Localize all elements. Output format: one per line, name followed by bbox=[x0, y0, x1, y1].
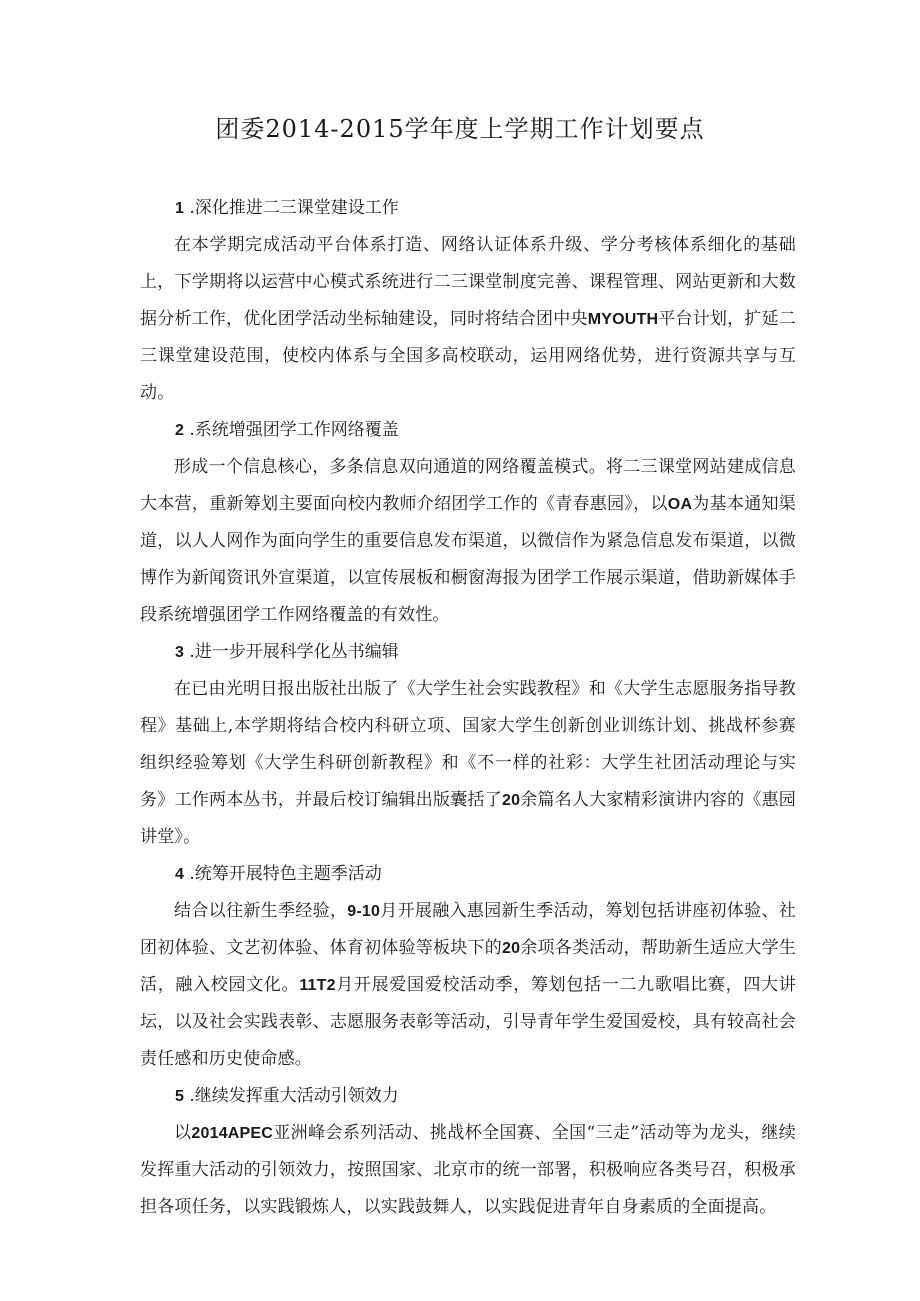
body-text: 月开展爱国爱校活动季，筹划包括一二九歌唱比赛，四大讲坛，以及社会实践表彰、志愿服务表彰等活动，引导青年学生爱国爱校，具有较高社会责任感和历史使命感。 bbox=[140, 975, 796, 1069]
document-content bbox=[140, 190, 796, 1226]
body-emphasis: 9-10 bbox=[347, 903, 381, 920]
body-emphasis: 11T2 bbox=[299, 977, 336, 994]
body-text: 余篇名人大家精彩演讲内容的《惠园讲堂》。 bbox=[140, 790, 797, 847]
section-body bbox=[140, 449, 796, 634]
section-heading-text: .进一步开展科学化丛书编辑 bbox=[189, 642, 399, 662]
section-heading bbox=[140, 412, 796, 449]
body-emphasis: 2014APEC bbox=[191, 1125, 274, 1142]
body-emphasis: 20 bbox=[502, 940, 521, 957]
section-heading-text: .系统增强团学工作网络覆盖 bbox=[189, 420, 399, 440]
body-text: 月开展融入惠园新生季活动，筹划包括讲座初体验、社团初体验、文艺初体验、体育初体验等板块下的 bbox=[140, 901, 797, 958]
section-heading bbox=[140, 856, 796, 893]
section-heading bbox=[140, 190, 796, 227]
section-body bbox=[140, 1115, 796, 1226]
section-number: 1 bbox=[175, 200, 184, 217]
section-number: 5 bbox=[175, 1088, 184, 1105]
body-text: 为基本通知渠道，以人人网作为面向学生的重要信息发布渠道，以微信作为紧急信息发布渠道，以微博作为新闻资讯外宣渠道，以宣传展板和橱窗海报为团学工作展示渠道，借助新媒体手段系统增强团学工作网络覆盖的有效性。 bbox=[140, 494, 797, 625]
section-heading bbox=[140, 634, 796, 671]
body-text: 在已由光明日报出版社出版了《大学生社会实践教程》和《大学生志愿服务指导教程》基础上,本学期将结合校内科研立项、国家大学生创新创业训练计划、挑战杯参赛组织经验筹划《大学生科研创新教程》和《不一样的社彩：大学生社团活动理论与实务》工作两本丛书，并最后校订编辑出版囊括了 bbox=[140, 679, 796, 810]
body-text: 余项各类活动，帮助新生适应大学生活，融入校园文化。 bbox=[140, 938, 797, 995]
body-text: 在本学期完成活动平台体系打造、网络认证体系升级、学分考核体系细化的基础上，下学期将以运营中心模式系统进行二三课堂制度完善、课程管理、网站更新和大数据分析工作，优化团学活动坐标轴建设，同时将结合团中央 bbox=[140, 235, 796, 329]
body-text: 形成一个信息核心，多条信息双向通道的网络覆盖模式。将二三课堂网站建成信息大本营，重新筹划主要面向校内教师介绍团学工作的《青春惠园》，以 bbox=[140, 457, 796, 514]
body-text: 以 bbox=[174, 1123, 192, 1143]
body-emphasis: MYOUTH bbox=[587, 311, 659, 328]
section-number: 2 bbox=[175, 422, 184, 439]
section-number: 3 bbox=[175, 644, 184, 661]
body-emphasis: OA bbox=[667, 496, 693, 513]
section-heading-text: .继续发挥重大活动引领效力 bbox=[189, 1086, 399, 1106]
section-body bbox=[140, 671, 796, 856]
section-heading bbox=[140, 1078, 796, 1115]
document-title: 团委2014-2015学年度上学期工作计划要点 bbox=[215, 115, 705, 143]
section-number: 4 bbox=[175, 866, 184, 883]
section-body bbox=[140, 893, 796, 1078]
section-heading-text: .深化推进二三课堂建设工作 bbox=[189, 198, 399, 218]
section-body bbox=[140, 227, 796, 412]
body-emphasis: 20 bbox=[502, 792, 521, 809]
section-heading-text: .统筹开展特色主题季活动 bbox=[189, 864, 382, 884]
body-text: 亚洲峰会系列活动、挑战杯全国赛、全国“三走”活动等为龙头，继续发挥重大活动的引领效力，按照国家、北京市的统一部署，积极响应各类号召，积极承担各项任务，以实践锻炼人，以实践鼓舞人，以实践促进青年自身素质的全面提高。 bbox=[140, 1123, 796, 1217]
body-text: 平台计划，扩延二三课堂建设范围，使校内体系与全国多高校联动，运用网络优势，进行资源共享与互动。 bbox=[140, 309, 796, 403]
body-text: 结合以往新生季经验， bbox=[174, 901, 348, 921]
